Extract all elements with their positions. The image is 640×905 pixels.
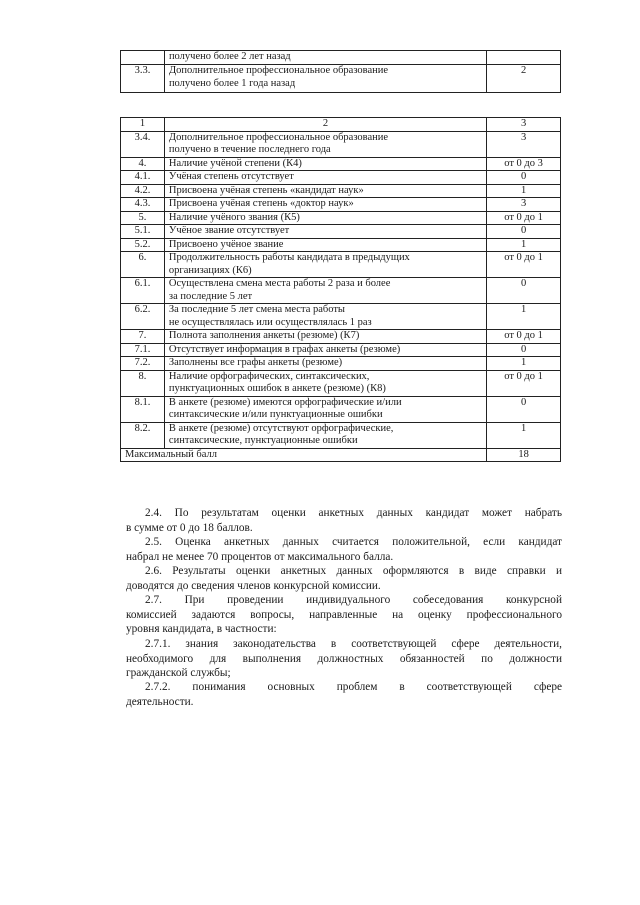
row-number: 4.1. — [121, 171, 165, 185]
row-number: 7. — [121, 330, 165, 344]
row-score: 1 — [487, 422, 561, 448]
table-row — [121, 252, 561, 278]
row-score: 0 — [487, 171, 561, 185]
row-description: Продолжительность работы кандидата в предыдущих организациях (К6) — [164, 252, 486, 278]
row-number: 4.3. — [121, 198, 165, 212]
table-header-row — [121, 118, 561, 132]
table-row — [121, 238, 561, 252]
max-score-value: 18 — [487, 448, 561, 462]
row-description: Учёное звание отсутствует — [164, 225, 486, 239]
row-description: Наличие учёной степени (К4) — [164, 157, 486, 171]
row-description: За последние 5 лет смена места работы не осуществлялась или осуществлялась 1 раз — [164, 304, 486, 330]
row-description: Присвоена учёная степень «доктор наук» — [164, 198, 486, 212]
row-description: В анкете (резюме) имеются орфографические и/или синтаксические и/или пунктуационные ошибки — [164, 396, 486, 422]
row-score: 2 — [487, 65, 561, 93]
row-description: Отсутствует информация в графах анкеты (резюме) — [164, 343, 486, 357]
continued-table — [120, 50, 561, 93]
table-row — [121, 184, 561, 198]
row-number: 7.2. — [121, 357, 165, 371]
table-row — [121, 278, 561, 304]
row-number: 5. — [121, 211, 165, 225]
row-description: Наличие орфографических, синтаксических, пунктуационных ошибок в анкете (резюме) (К8) — [164, 370, 486, 396]
paragraph-2-5: 2.5. Оценка анкетных данных считается положительной, если кандидат набрал не менее 70 процентов от максимального балла. — [126, 536, 562, 563]
table-row — [121, 198, 561, 212]
row-description: Присвоено учёное звание — [164, 238, 486, 252]
row-score: 1 — [487, 304, 561, 330]
row-description: Учёная степень отсутствует — [164, 171, 486, 185]
row-number: 8.1. — [121, 396, 165, 422]
row-number: 6. — [121, 252, 165, 278]
table-row — [121, 330, 561, 344]
row-description: Присвоена учёная степень «кандидат наук» — [164, 184, 486, 198]
row-score: от 0 до 1 — [487, 330, 561, 344]
row-score: 3 — [487, 131, 561, 157]
max-score-row — [121, 448, 561, 462]
table-row — [121, 343, 561, 357]
row-score: от 0 до 3 — [487, 157, 561, 171]
row-score: 1 — [487, 238, 561, 252]
row-description: Наличие учёного звания (К5) — [164, 211, 486, 225]
header-description: 2 — [164, 118, 486, 132]
row-number: 3.4. — [121, 131, 165, 157]
row-score: 0 — [487, 396, 561, 422]
row-score: 0 — [487, 225, 561, 239]
row-number: 6.1. — [121, 278, 165, 304]
table-row — [121, 304, 561, 330]
row-score: 0 — [487, 278, 561, 304]
row-number — [121, 51, 165, 65]
row-description: Осуществлена смена места работы 2 раза и более за последние 5 лет — [164, 278, 486, 304]
table-row — [121, 357, 561, 371]
row-score: 3 — [487, 198, 561, 212]
table-row — [121, 396, 561, 422]
row-score — [487, 51, 561, 65]
table-row — [121, 65, 561, 93]
row-score: 0 — [487, 343, 561, 357]
row-score: 1 — [487, 357, 561, 371]
row-description: В анкете (резюме) отсутствуют орфографические, синтаксические, пунктуационные ошибки — [164, 422, 486, 448]
max-score-label: Максимальный балл — [121, 448, 487, 462]
row-description: получено более 2 лет назад — [164, 51, 486, 65]
table-row — [121, 225, 561, 239]
row-number: 7.1. — [121, 343, 165, 357]
paragraph-2-6: 2.6. Результаты оценки анкетных данных оформляются в виде справки и доводятся до сведения членов конкурсной комиссии. — [126, 565, 562, 592]
table-row — [121, 171, 561, 185]
table-row — [121, 51, 561, 65]
header-number: 1 — [121, 118, 165, 132]
paragraph-2-7-1: 2.7.1. знания законодательства в соответствующей сфере деятельности, необходимого для выполнения должностных обязанностей по должности гражданской службы; — [126, 638, 562, 679]
row-score: 1 — [487, 184, 561, 198]
row-description: Дополнительное профессиональное образование получено в течение последнего года — [164, 131, 486, 157]
row-number: 3.3. — [121, 65, 165, 93]
row-number: 8. — [121, 370, 165, 396]
table-row — [121, 370, 561, 396]
row-number: 5.2. — [121, 238, 165, 252]
row-description: Дополнительное профессиональное образование получено более 1 года назад — [164, 65, 486, 93]
scoring-table — [120, 117, 561, 462]
row-number: 5.1. — [121, 225, 165, 239]
header-score: 3 — [487, 118, 561, 132]
row-description: Заполнены все графы анкеты (резюме) — [164, 357, 486, 371]
table-row — [121, 211, 561, 225]
table-row — [121, 131, 561, 157]
row-score: от 0 до 1 — [487, 211, 561, 225]
row-score: от 0 до 1 — [487, 370, 561, 396]
paragraph-2-7: 2.7. При проведении индивидуального собеседования конкурсной комиссией задаются вопросы, направленные на оценку профессионального уровня кандидата, в частности: — [126, 594, 562, 635]
row-description: Полнота заполнения анкеты (резюме) (К7) — [164, 330, 486, 344]
row-score: от 0 до 1 — [487, 252, 561, 278]
table-row — [121, 422, 561, 448]
row-number: 6.2. — [121, 304, 165, 330]
paragraph-2-4: 2.4. По результатам оценки анкетных данных кандидат может набрать в сумме от 0 до 18 баллов. — [126, 507, 562, 534]
table-row — [121, 157, 561, 171]
row-number: 8.2. — [121, 422, 165, 448]
row-number: 4.2. — [121, 184, 165, 198]
scoring-table-body — [121, 118, 561, 462]
paragraph-2-7-2: 2.7.2. понимания основных проблем в соответствующей сфере деятельности. — [126, 681, 562, 708]
row-number: 4. — [121, 157, 165, 171]
